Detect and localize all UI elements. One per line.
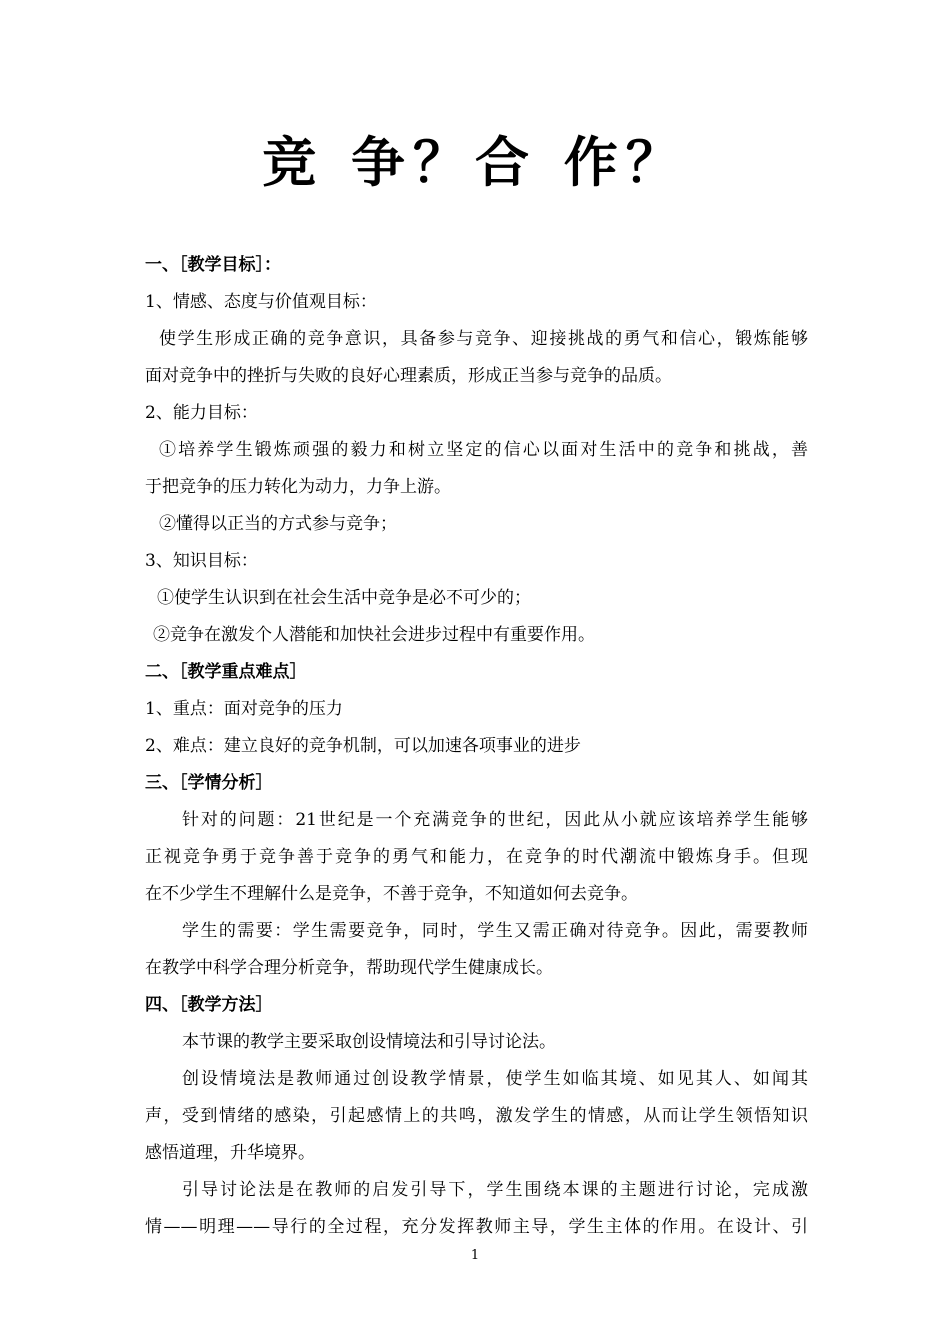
paragraph-line: 学生的需要：学生需要竞争，同时，学生又需正确对待竞争。因此，需要教师	[182, 921, 808, 941]
paragraph-line: 本节课的教学主要采取创设情境法和引导讨论法。	[182, 1032, 556, 1052]
list-item-line: 于把竞争的压力转化为动力，力争上游。	[145, 477, 451, 497]
list-item-line: ①培养学生锻炼顽强的毅力和树立坚定的信心以面对生活中的竞争和挑战，善	[159, 440, 808, 460]
list-item-line: ①使学生认识到在社会生活中竞争是必不可少的；	[157, 588, 531, 608]
paragraph-line: 面对竞争中的挫折与失败的良好心理素质，形成正当参与竞争的品质。	[145, 366, 672, 386]
subheading-emotion-goal: 1、情感、态度与价值观目标：	[145, 292, 377, 312]
section-heading-methods: 四、［教学方法］	[145, 995, 273, 1015]
document-body	[145, 247, 808, 1246]
section-heading-objectives: 一、［教学目标］：	[145, 255, 281, 275]
subheading-ability-goal: 2、能力目标：	[145, 403, 258, 423]
page-number: 1	[470, 1248, 480, 1263]
paragraph-line: 在不少学生不理解什么是竞争，不善于竞争，不知道如何去竞争。	[145, 884, 638, 904]
list-item-line: 1、重点：面对竞争的压力	[145, 699, 343, 719]
paragraph-line: 创设情境法是教师通过创设教学情景，使学生如临其境、如见其人、如闻其	[182, 1069, 808, 1089]
list-item-line: ②懂得以正当的方式参与竞争；	[159, 514, 397, 534]
section-heading-key-points: 二、［教学重点难点］	[145, 662, 307, 682]
paragraph-line: 使学生形成正确的竞争意识，具备参与竞争、迎接挑战的勇气和信心，锻炼能够	[159, 329, 808, 349]
document-title: 竞 争？合 作？	[262, 130, 688, 194]
paragraph-line: 声，受到情绪的感染，引起感情上的共鸣，激发学生的情感，从而让学生领悟知识	[145, 1106, 808, 1126]
paragraph-line: 正视竞争勇于竞争善于竞争的勇气和能力，在竞争的时代潮流中锻炼身手。但现	[145, 847, 808, 867]
paragraph-line: 引导讨论法是在教师的启发引导下，学生围绕本课的主题进行讨论，完成激	[182, 1180, 808, 1200]
subheading-knowledge-goal: 3、知识目标：	[145, 551, 258, 571]
paragraph-line: 情——明理——导行的全过程，充分发挥教师主导，学生主体的作用。在设计、引	[145, 1217, 808, 1237]
paragraph-line: 在教学中科学合理分析竞争，帮助现代学生健康成长。	[145, 958, 553, 978]
section-heading-analysis: 三、［学情分析］	[145, 773, 273, 793]
paragraph-line: 感悟道理，升华境界。	[145, 1143, 315, 1163]
paragraph-line: 针对的问题：21世纪是一个充满竞争的世纪，因此从小就应该培养学生能够	[182, 810, 808, 830]
list-item-line: 2、难点：建立良好的竞争机制，可以加速各项事业的进步	[145, 736, 581, 756]
list-item-line: ②竞争在激发个人潜能和加快社会进步过程中有重要作用。	[153, 625, 595, 645]
